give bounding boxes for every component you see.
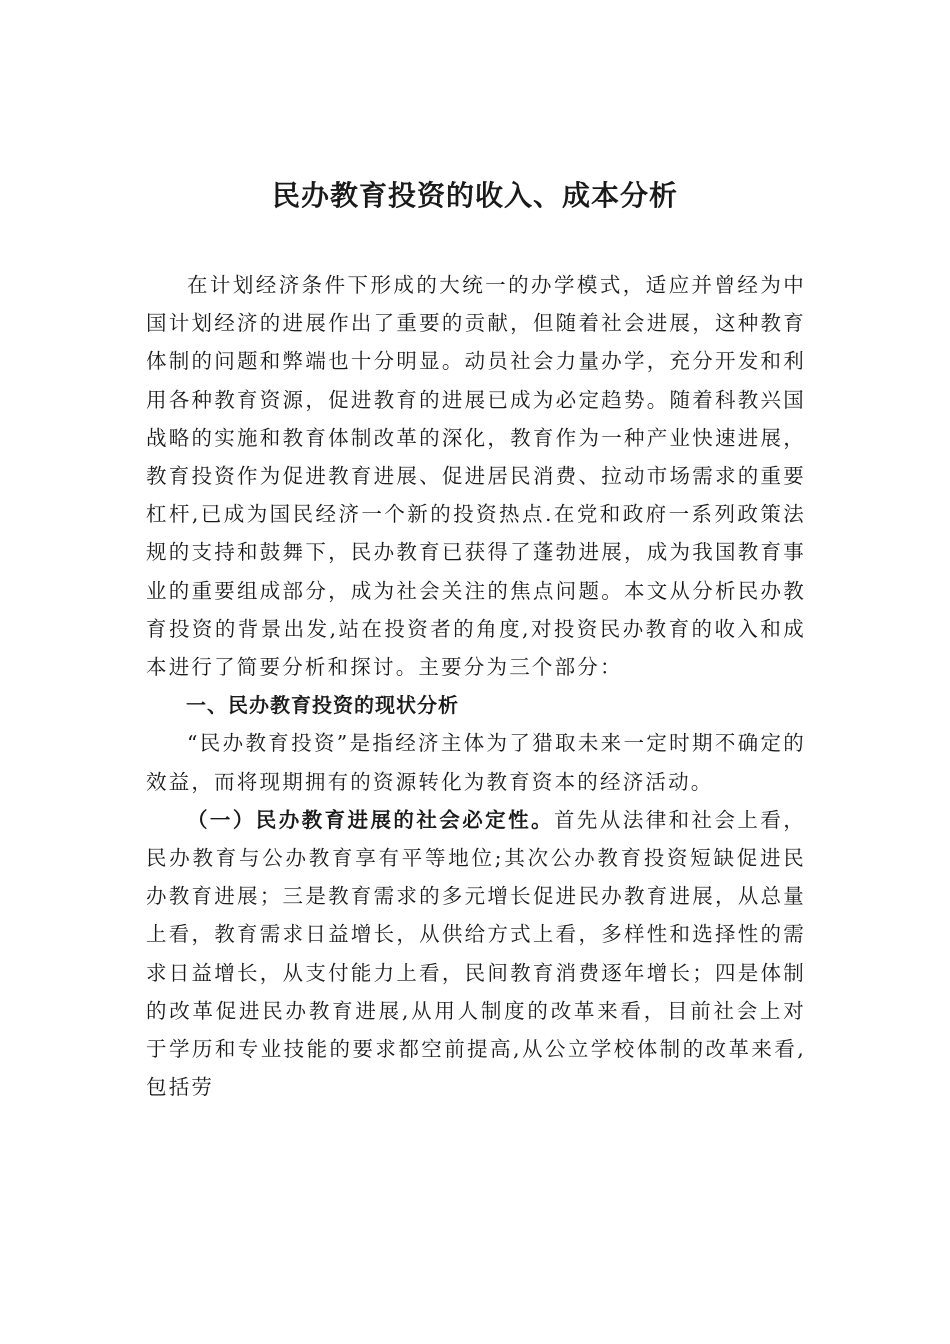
subsection-paragraph-1 (146, 801, 806, 1107)
document-title: 民办教育投资的收入、成本分析 (271, 179, 678, 212)
intro-paragraph: 在计划经济条件下形成的大统一的办学模式，适应并曾经为中国计划经济的进展作出了重要的贡献，但随着社会进展，这种教育体制的问题和弊端也十分明显。动员社会力量办学，充分开发和利用各种教育资源，促进教育的进展已成为必定趋势。随着科教兴国战略的实施和教育体制改革的深化，教育作为一种产业快速进展，教育投资作为促进教育进展、促进居民消费、拉动市场需求的重要杠杆,已成为国民经济一个新的投资热点.在党和政府一系列政策法规的支持和鼓舞下，民办教育已获得了蓬勃进展，成为我国教育事业的重要组成部分，成为社会关注的焦点问题。本文从分析民办教育投资的背景出发,站在投资者的角度,对投资民办教育的收入和成本进行了简要分析和探讨。主要分为三个部分： (146, 273, 806, 680)
document-body (146, 266, 806, 1106)
subsection-lead-1: （一）民办教育进展的社会必定性。 (187, 807, 554, 832)
definition-paragraph: “民办教育投资”是指经济主体为了猎取未来一定时期不确定的效益，而将现期拥有的资源转化为教育资本的经济活动。 (146, 731, 806, 794)
subsection-text-1: 首先从法律和社会上看，民办教育与公办教育享有平等地位;其次公办教育投资短缺促进民办教育进展；三是教育需求的多元增长促进民办教育进展，从总量上看，教育需求日益增长，从供给方式上看，多样性和选择性的需求日益增长，从支付能力上看，民间教育消费逐年增长；四是体制的改革促进民办教育进展,从用人制度的改革来看，目前社会上对于学历和专业技能的要求都空前提高,从公立学校体制的改革来看,包括劳 (146, 807, 806, 1100)
section-heading-1: 一、民办教育投资的现状分析 (186, 693, 459, 718)
